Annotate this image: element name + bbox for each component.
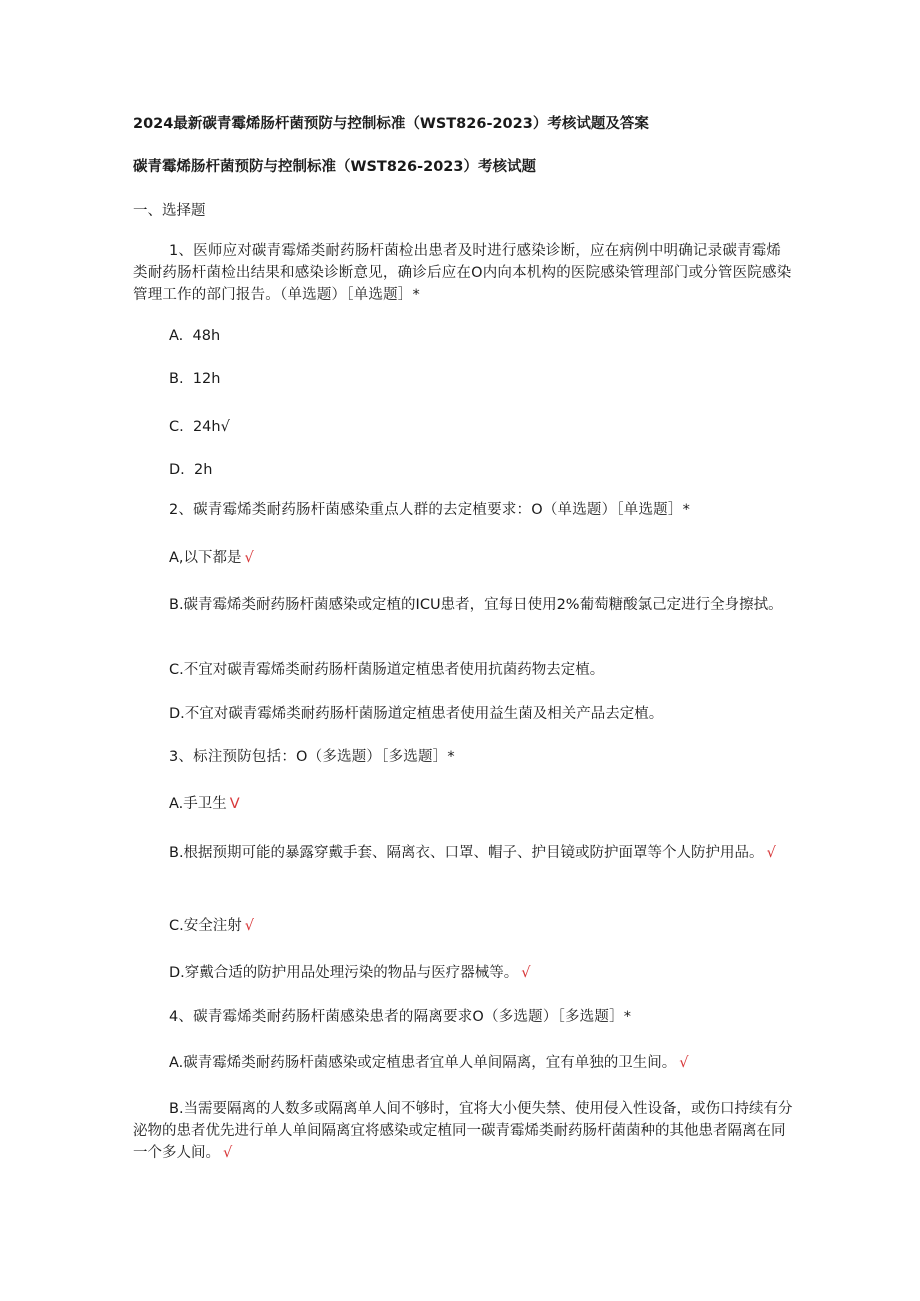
- question-2-option-c[interactable]: [169, 659, 793, 681]
- correct-check-mark: √: [766, 845, 776, 861]
- question-4-text: 4、碳青霉烯类耐药肠杆菌感染患者的隔离要求O（多选题）［多选题］*: [169, 1009, 632, 1025]
- question-4-option-a[interactable]: [169, 1052, 793, 1074]
- question-1-option-b[interactable]: [169, 368, 793, 390]
- correct-check-mark: √: [223, 1145, 233, 1161]
- option-label: B.根据预期可能的暴露穿戴手套、隔离衣、口罩、帽子、护目镜或防护面罩等个人防护用品。: [169, 845, 764, 861]
- document-main-title: 2024最新碳青霉烯肠杆菌预防与控制标准（WST826-2023）考核试题及答案: [133, 116, 649, 132]
- correct-check-mark: √: [679, 1055, 689, 1071]
- question-3-text: 3、标注预防包括：O（多选题）［多选题］*: [169, 749, 455, 765]
- option-label: A.手卫生: [169, 796, 227, 812]
- question-2-option-b[interactable]: [133, 594, 793, 616]
- question-2-text: 2、碳青霉烯类耐药肠杆菌感染重点人群的去定植要求：O（单选题）［单选题］*: [169, 502, 691, 518]
- correct-check-mark: √: [220, 419, 230, 435]
- question-2-option-a[interactable]: [169, 547, 793, 569]
- option-label: D.穿戴合适的防护用品处理污染的物品与医疗器械等。: [169, 965, 519, 981]
- option-label: C. 24h: [169, 419, 221, 435]
- question-3-option-d[interactable]: [169, 962, 793, 984]
- question-1-option-d[interactable]: [169, 459, 793, 481]
- question-3-option-a[interactable]: [169, 793, 793, 815]
- question-2-option-d[interactable]: [169, 703, 793, 725]
- question-1-text: 1、医师应对碳青霉烯类耐药肠杆菌检出患者及时进行感染诊断，应在病例中明确记录碳青霉烯类耐药肠杆菌检出结果和感染诊断意见，确诊后应在O内向本机构的医院感染管理部门或分管医院感染管理工作的部门报告。（单选题）［单选题］*: [133, 243, 792, 303]
- option-label: C.安全注射: [169, 918, 242, 934]
- section-title: 一、选择题: [133, 203, 206, 219]
- question-1-option-c[interactable]: [169, 416, 793, 438]
- option-label: D.不宜对碳青霉烯类耐药肠杆菌肠道定植患者使用益生菌及相关产品去定植。: [169, 706, 664, 722]
- question-1-option-a[interactable]: [169, 325, 793, 347]
- correct-check-mark: √: [244, 550, 254, 566]
- option-label: A. 48h: [169, 328, 221, 344]
- question-3-option-c[interactable]: [169, 915, 793, 937]
- option-label: B.当需要隔离的人数多或隔离单人间不够时，宜将大小便失禁、使用侵入性设备，或伤口持续有分泌物的患者优先进行单人单间隔离宜将感染或定植同一碳青霉烯类耐药肠杆菌菌种的其他患者隔离在同一个多人间。: [133, 1101, 793, 1161]
- option-label: C.不宜对碳青霉烯类耐药肠杆菌肠道定植患者使用抗菌药物去定植。: [169, 662, 605, 678]
- question-4-option-b[interactable]: [133, 1098, 793, 1164]
- option-label: A.碳青霉烯类耐药肠杆菌感染或定植患者宜单人单间隔离，宜有单独的卫生间。: [169, 1055, 677, 1071]
- option-label: B.碳青霉烯类耐药肠杆菌感染或定植的ICU患者，宜每日使用2%葡萄糖酸氯己定进行全身擦拭。: [169, 597, 783, 613]
- option-label: D. 2h: [169, 462, 213, 478]
- correct-check-mark: √: [244, 918, 254, 934]
- exam-subtitle: 碳青霉烯肠杆菌预防与控制标准（WST826-2023）考核试题: [133, 159, 536, 175]
- option-label: A,以下都是: [169, 550, 242, 566]
- correct-check-mark: V: [229, 796, 240, 812]
- option-label: B. 12h: [169, 371, 221, 387]
- correct-check-mark: √: [521, 965, 531, 981]
- question-3-option-b[interactable]: [133, 840, 793, 867]
